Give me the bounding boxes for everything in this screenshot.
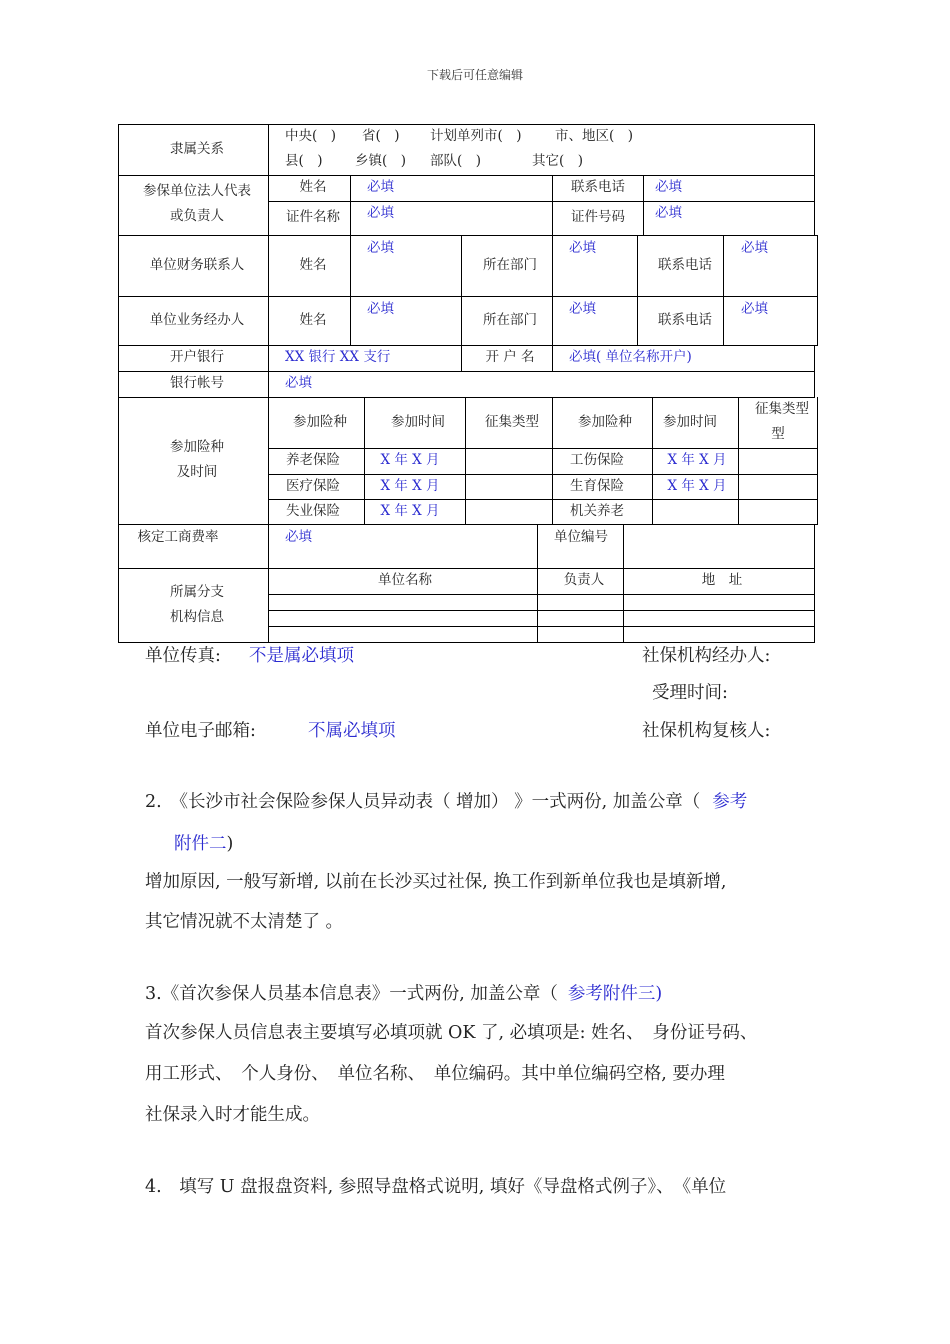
affiliation-army: 部队( ) — [430, 153, 482, 169]
branch-label-1: 所属分支 — [170, 584, 224, 600]
reviewer-label: 社保机构复核人: — [642, 721, 771, 741]
email-value: 不属必填项 — [308, 721, 396, 741]
ins-row1-type1: 养老保险 — [286, 452, 340, 468]
account-name-value[interactable]: 必填( 单位名称开户) — [569, 349, 692, 365]
ins-header-time-2: 参加时间 — [663, 414, 717, 430]
email-label: 单位电子邮箱: — [145, 721, 256, 741]
legal-rep-id-no-label: 证件号码 — [571, 209, 625, 225]
affiliation-province: 省( ) — [362, 128, 400, 144]
bank-account-label: 银行帐号 — [170, 375, 224, 391]
branch-col-addr: 地 址 — [701, 572, 743, 588]
finance-contact-label: 单位财务联系人 — [149, 257, 245, 273]
row-divider — [118, 371, 815, 372]
finance-dept-label: 所在部门 — [483, 257, 537, 273]
affiliation-label: 隶属关系 — [170, 141, 224, 157]
ins-row1-time2[interactable]: X 年 X 月 — [667, 452, 727, 468]
row-divider — [268, 610, 815, 611]
p3-body-3: 社保录入时才能生成。 — [145, 1105, 320, 1125]
row-divider — [118, 524, 818, 525]
legal-rep-phone-label: 联系电话 — [571, 179, 625, 195]
legal-rep-name-value[interactable]: 必填 — [367, 179, 394, 195]
p2-line1 — [145, 794, 747, 812]
legal-rep-id-no-value[interactable]: 必填 — [655, 205, 682, 221]
ins-row1-type2: 工伤保险 — [570, 452, 624, 468]
agent-phone-value[interactable]: 必填 — [741, 301, 768, 317]
col-divider — [552, 235, 553, 346]
p3-line1-link: 参考附件三) — [567, 984, 663, 1004]
business-agent-label: 单位业务经办人 — [149, 312, 245, 328]
ins-row2-time2[interactable]: X 年 X 月 — [667, 478, 727, 494]
fax-label: 单位传真: — [145, 646, 221, 666]
ins-row3-type1: 失业保险 — [286, 503, 340, 519]
legal-rep-label-2: 或负责人 — [170, 208, 224, 224]
row-divider — [118, 235, 818, 236]
row-divider — [268, 448, 818, 449]
p3-body-1: 首次参保人员信息表主要填写必填项就 OK 了, 必填项是: 姓名、 身份证号码、 — [145, 1023, 758, 1043]
row-divider — [268, 474, 818, 475]
time-label: 受理时间: — [652, 683, 728, 703]
ins-header-type-2: 参加险种 — [578, 414, 632, 430]
finance-name-value[interactable]: 必填 — [367, 240, 394, 256]
finance-dept-value[interactable]: 必填 — [569, 240, 596, 256]
bank-value[interactable]: XX 银行 XX 支行 — [285, 349, 391, 365]
affiliation-city: 市、地区( ) — [555, 128, 634, 144]
ins-header-collect-2-line1: 征集类型 — [755, 401, 809, 417]
p2-body-2: 其它情况就不太清楚了 。 — [145, 912, 344, 932]
insurance-label-1: 参加险种 — [170, 439, 224, 455]
col-divider — [350, 235, 351, 346]
col-divider — [552, 397, 553, 525]
p3-line1-text: 3.《首次参保人员基本信息表》一式两份, 加盖公章（ — [145, 984, 558, 1004]
finance-phone-label: 联系电话 — [658, 257, 712, 273]
col-divider — [461, 345, 462, 372]
row-divider — [118, 345, 818, 346]
row-divider — [118, 397, 815, 398]
legal-rep-id-name-label: 证件名称 — [286, 209, 340, 225]
p2-line2-link: 附件二 — [174, 834, 227, 854]
col-divider — [738, 397, 739, 525]
row-divider — [268, 626, 815, 627]
col-divider — [552, 345, 553, 372]
affiliation-county: 县( ) — [285, 153, 323, 169]
fax-value: 不是属必填项 — [249, 646, 354, 666]
ins-header-time-1: 参加时间 — [391, 414, 445, 430]
agent-dept-label: 所在部门 — [483, 312, 537, 328]
branch-col-name: 单位名称 — [378, 572, 432, 588]
ins-header-collect-1: 征集类型 — [485, 414, 539, 430]
p2-line1-text: 2. 《长沙市社会保险参保人员异动表（ 增加） 》一式两份, 加盖公章（ — [145, 792, 701, 812]
col-divider — [465, 397, 466, 525]
unit-no-label: 单位编号 — [554, 529, 608, 545]
p2-line1-link: 参考 — [712, 792, 748, 812]
table-border-top — [118, 124, 815, 125]
row-divider — [118, 296, 818, 297]
table-border-right — [814, 124, 815, 236]
legal-rep-name-label: 姓名 — [299, 179, 327, 195]
finance-phone-value[interactable]: 必填 — [741, 240, 768, 256]
col-divider — [652, 397, 653, 525]
ins-row2-type1: 医疗保险 — [286, 478, 340, 494]
table-border-right — [817, 397, 818, 525]
bank-label: 开户银行 — [170, 349, 224, 365]
table-border-right — [817, 235, 818, 346]
rate-label: 核定工商费率 — [137, 529, 219, 545]
table-border-bottom — [118, 642, 815, 643]
row-divider — [268, 499, 818, 500]
col-divider — [637, 235, 638, 346]
table-border-right — [814, 345, 815, 398]
col-divider — [350, 175, 351, 236]
agent-name-label: 姓名 — [299, 312, 327, 328]
legal-rep-id-name-value[interactable]: 必填 — [367, 205, 394, 221]
affiliation-town: 乡镇( ) — [355, 153, 407, 169]
bank-account-value[interactable]: 必填 — [285, 375, 312, 391]
page-header: 下载后可任意编辑 — [426, 68, 523, 82]
ins-row1-time1[interactable]: X 年 X 月 — [380, 452, 440, 468]
p2-body-1: 增加原因, 一般写新增, 以前在长沙买过社保, 换工作到新单位我也是填新增, — [145, 872, 727, 892]
p3-body-2: 用工形式、 个人身份、 单位名称、 单位编码。其中单位编码空格, 要办理 — [145, 1064, 725, 1084]
row-divider — [118, 568, 815, 569]
ins-header-collect-2-line2: 型 — [771, 426, 785, 442]
affiliation-central: 中央( ) — [285, 128, 337, 144]
branch-label-2: 机构信息 — [170, 609, 224, 625]
p4-line1: 4. 填写 U 盘报盘资料, 参照导盘格式说明, 填好《导盘格式例子》、 《单位 — [145, 1177, 727, 1197]
col-divider — [364, 397, 365, 525]
col-divider — [552, 175, 553, 236]
ins-row3-type2: 机关养老 — [570, 503, 624, 519]
account-name-label: 开 户 名 — [485, 349, 535, 365]
agent-label: 社保机构经办人: — [642, 646, 771, 666]
col-divider — [643, 175, 644, 236]
row-divider — [118, 175, 815, 176]
affiliation-other: 其它( ) — [532, 153, 584, 169]
col-divider — [723, 235, 724, 346]
col-divider — [623, 524, 624, 643]
col-divider — [537, 524, 538, 643]
agent-name-value[interactable]: 必填 — [367, 301, 394, 317]
col-divider — [268, 124, 269, 643]
p2-line2-suffix: ) — [226, 834, 234, 854]
affiliation-planned-city: 计划单列市( ) — [430, 128, 522, 144]
ins-row2-type2: 生育保险 — [570, 478, 624, 494]
p2-line2 — [174, 836, 233, 854]
agent-phone-label: 联系电话 — [658, 312, 712, 328]
table-border-left — [118, 124, 119, 643]
agent-dept-value[interactable]: 必填 — [569, 301, 596, 317]
table-border-right — [814, 524, 815, 643]
branch-col-head: 负责人 — [563, 572, 605, 588]
rate-value[interactable]: 必填 — [285, 529, 312, 545]
col-divider — [461, 235, 462, 346]
insurance-label-2: 及时间 — [176, 464, 218, 480]
ins-row2-time1[interactable]: X 年 X 月 — [380, 478, 440, 494]
finance-name-label: 姓名 — [299, 257, 327, 273]
ins-row3-time1[interactable]: X 年 X 月 — [380, 503, 440, 519]
legal-rep-label-1: 参保单位法人代表 — [143, 183, 251, 199]
legal-rep-phone-value[interactable]: 必填 — [655, 179, 682, 195]
ins-header-type-1: 参加险种 — [293, 414, 347, 430]
p3-line1 — [145, 986, 662, 1004]
row-divider — [268, 594, 815, 595]
